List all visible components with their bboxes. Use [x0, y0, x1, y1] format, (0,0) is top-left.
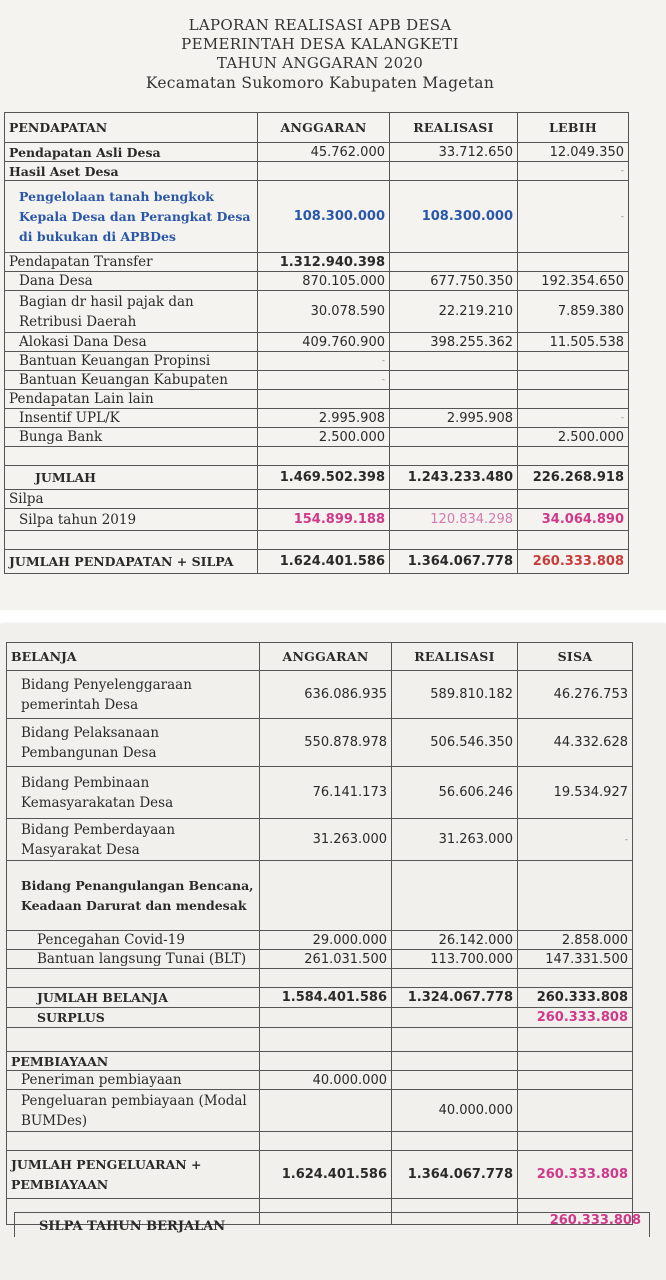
cell-anggaran: 2.500.000 — [258, 428, 390, 447]
cell-anggaran: 76.141.173 — [260, 767, 392, 819]
table-row — [5, 428, 629, 447]
spacer-cell — [390, 531, 518, 550]
cell-lebih: 226.268.918 — [518, 466, 629, 490]
cell-realisasi: 589.810.182 — [392, 671, 518, 719]
spacer-cell — [5, 447, 258, 466]
cell-realisasi — [390, 371, 518, 390]
row-label: JUMLAH — [5, 466, 258, 490]
row-label: Bantuan langsung Tunai (BLT) — [7, 950, 260, 969]
table-row — [5, 409, 629, 428]
cell-realisasi — [392, 1071, 518, 1090]
district-regency: Kecamatan Sukomoro Kabupaten Magetan — [145, 74, 495, 92]
cell-anggaran: 1.584.401.586 — [260, 988, 392, 1008]
table-row — [7, 950, 633, 969]
cell-lebih: - — [518, 181, 629, 253]
row-label: Bidang Penyelenggaraan pemerintah Desa — [7, 671, 260, 719]
row-label: Silpa tahun 2019 — [5, 509, 258, 531]
cell-lebih: 192.354.650 — [518, 272, 629, 291]
revenue-table — [4, 112, 629, 574]
header-anggaran: ANGGARAN — [260, 643, 392, 671]
silpa-berjalan-label: SILPA TAHUN BERJALAN — [39, 1219, 226, 1234]
table-row — [5, 272, 629, 291]
cell-sisa: 260.333.808 — [518, 1008, 633, 1028]
cell-anggaran: - — [258, 352, 390, 371]
cell-sisa — [518, 861, 633, 931]
row-label: Peneriman pembiayaan — [7, 1071, 260, 1090]
row-label: Bidang Pembinaan Kemasyarakatan Desa — [7, 767, 260, 819]
cell-anggaran: - — [258, 371, 390, 390]
cell-realisasi — [390, 390, 518, 409]
spacer-cell — [518, 1132, 633, 1151]
total-row — [5, 466, 629, 490]
spacer-cell — [5, 531, 258, 550]
page-gap — [0, 610, 666, 624]
cell-anggaran — [260, 861, 392, 931]
spacer-cell — [392, 969, 518, 988]
grand-total-row — [5, 550, 629, 574]
cell-realisasi — [390, 352, 518, 371]
cell-sisa: - — [518, 819, 633, 861]
cell-realisasi: 113.700.000 — [392, 950, 518, 969]
table-row — [5, 371, 629, 390]
cell-anggaran: 1.469.502.398 — [258, 466, 390, 490]
cell-anggaran — [258, 390, 390, 409]
cell-lebih: 7.859.380 — [518, 291, 629, 333]
cell-lebih: 34.064.890 — [518, 509, 629, 531]
cell-lebih: 12.049.350 — [518, 143, 629, 162]
table-row — [7, 719, 633, 767]
row-label: Alokasi Dana Desa — [5, 333, 258, 352]
header-pendapatan: PENDAPATAN — [5, 113, 258, 143]
spacer-row — [7, 1132, 633, 1151]
cell-realisasi: 1.364.067.778 — [392, 1151, 518, 1199]
table-header-row — [7, 643, 633, 671]
row-label: JUMLAH PENDAPATAN + SILPA — [5, 550, 258, 574]
table-row — [5, 253, 629, 272]
cell-anggaran — [260, 1090, 392, 1132]
table-row — [5, 333, 629, 352]
cell-realisasi: 1.324.067.778 — [392, 988, 518, 1008]
row-label: PEMBIAYAAN — [7, 1052, 260, 1071]
cell-realisasi: 26.142.000 — [392, 931, 518, 950]
table-row — [7, 1090, 633, 1132]
row-label: Pengeluaran pembiayaan (Modal BUMDes) — [7, 1090, 260, 1132]
cell-realisasi — [392, 1008, 518, 1028]
cell-anggaran: 45.762.000 — [258, 143, 390, 162]
table-row — [7, 861, 633, 931]
row-label: Bantuan Keuangan Kabupaten — [5, 371, 258, 390]
cell-sisa — [518, 1071, 633, 1090]
spacer-cell — [7, 969, 260, 988]
cell-anggaran: 1.624.401.586 — [260, 1151, 392, 1199]
cell-anggaran: 636.086.935 — [260, 671, 392, 719]
header-anggaran: ANGGARAN — [258, 113, 390, 143]
spacer-cell — [518, 447, 629, 466]
row-label: Bidang Pemberdayaan Masyarakat Desa — [7, 819, 260, 861]
row-label: Bagian dr hasil pajak dan Retribusi Daerah — [5, 291, 258, 333]
table-row — [5, 352, 629, 371]
spacer-row — [5, 531, 629, 550]
spacer-cell — [260, 1132, 392, 1151]
cell-anggaran: 550.878.978 — [260, 719, 392, 767]
row-label: Dana Desa — [5, 272, 258, 291]
header-realisasi: REALISASI — [390, 113, 518, 143]
cell-lebih: 2.500.000 — [518, 428, 629, 447]
row-label: Pencegahan Covid-19 — [7, 931, 260, 950]
cell-anggaran — [258, 162, 390, 181]
cell-realisasi — [390, 490, 518, 509]
spacer-cell — [258, 447, 390, 466]
cell-lebih: - — [518, 409, 629, 428]
cell-realisasi: 56.606.246 — [392, 767, 518, 819]
cell-realisasi — [392, 861, 518, 931]
cell-anggaran — [258, 490, 390, 509]
cell-anggaran: 40.000.000 — [260, 1071, 392, 1090]
row-label: JUMLAH PENGELUARAN + PEMBIAYAAN — [7, 1151, 260, 1199]
table-row — [7, 931, 633, 950]
cell-realisasi — [390, 162, 518, 181]
cell-realisasi: 33.712.650 — [390, 143, 518, 162]
table-row — [7, 819, 633, 861]
spacer-row — [5, 447, 629, 466]
header-sisa: SISA — [518, 643, 633, 671]
header-lebih: LEBIH — [518, 113, 629, 143]
spacer-cell — [392, 1028, 518, 1052]
spacer-cell — [390, 447, 518, 466]
spacer-cell — [392, 1132, 518, 1151]
cell-sisa: 19.534.927 — [518, 767, 633, 819]
cell-sisa: 46.276.753 — [518, 671, 633, 719]
table-row — [7, 1052, 633, 1071]
cell-sisa: 260.333.808 — [518, 1151, 633, 1199]
cell-sisa: 2.858.000 — [518, 931, 633, 950]
cell-anggaran: 2.995.908 — [258, 409, 390, 428]
table-row — [5, 181, 629, 253]
spacer-cell — [260, 1028, 392, 1052]
spacer-cell — [260, 969, 392, 988]
spacer-cell — [258, 531, 390, 550]
cell-anggaran: 409.760.900 — [258, 333, 390, 352]
spacer-row — [7, 1028, 633, 1052]
expenditure-table — [6, 642, 633, 1225]
table-row — [7, 767, 633, 819]
report-title: LAPORAN REALISASI APB DESA — [188, 16, 452, 34]
header-belanja: BELANJA — [7, 643, 260, 671]
cell-anggaran: 30.078.590 — [258, 291, 390, 333]
expenditure-page — [0, 624, 666, 1280]
cell-lebih — [518, 371, 629, 390]
table-row — [5, 390, 629, 409]
cell-realisasi: 2.995.908 — [390, 409, 518, 428]
table-row — [5, 162, 629, 181]
spacer-row — [7, 969, 633, 988]
cell-realisasi — [392, 1052, 518, 1071]
row-label: Insentif UPL/K — [5, 409, 258, 428]
cell-lebih — [518, 253, 629, 272]
row-label: Pendapatan Lain lain — [5, 390, 258, 409]
row-label: Pengelolaan tanah bengkok Kepala Desa dan Perangkat Desa di bukukan di APBDes — [5, 181, 258, 253]
table-row — [5, 143, 629, 162]
row-label: Bidang Pelaksanaan Pembangunan Desa — [7, 719, 260, 767]
cell-anggaran: 1.624.401.586 — [258, 550, 390, 574]
cell-anggaran: 870.105.000 — [258, 272, 390, 291]
table-row — [7, 671, 633, 719]
table-row — [5, 291, 629, 333]
cell-realisasi: 1.243.233.480 — [390, 466, 518, 490]
spacer-cell — [518, 1028, 633, 1052]
cell-realisasi: 108.300.000 — [390, 181, 518, 253]
village-government: PEMERINTAH DESA KALANGKETI — [181, 35, 459, 53]
spacer-cell — [7, 1132, 260, 1151]
cell-realisasi: 40.000.000 — [392, 1090, 518, 1132]
total-row — [7, 988, 633, 1008]
cell-lebih — [518, 490, 629, 509]
table-row — [7, 1071, 633, 1090]
cell-realisasi: 677.750.350 — [390, 272, 518, 291]
cell-anggaran: 29.000.000 — [260, 931, 392, 950]
header-realisasi: REALISASI — [392, 643, 518, 671]
cell-realisasi — [390, 253, 518, 272]
budget-year: TAHUN ANGGARAN 2020 — [216, 54, 424, 72]
table-header-row — [5, 113, 629, 143]
grand-total-row — [7, 1151, 633, 1199]
cell-lebih — [518, 390, 629, 409]
cell-anggaran: 154.899.188 — [258, 509, 390, 531]
cell-realisasi — [390, 428, 518, 447]
cell-anggaran: 1.312.940.398 — [258, 253, 390, 272]
row-label: Pendapatan Transfer — [5, 253, 258, 272]
cell-sisa — [518, 1090, 633, 1132]
row-label: Hasil Aset Desa — [5, 162, 258, 181]
cell-lebih: - — [518, 162, 629, 181]
cell-realisasi: 120.834.298 — [390, 509, 518, 531]
cell-anggaran: 261.031.500 — [260, 950, 392, 969]
row-label: SURPLUS — [7, 1008, 260, 1028]
silpa-berjalan-value: 260.333.808 — [549, 1213, 641, 1228]
spacer-cell — [518, 969, 633, 988]
row-label: Bunga Bank — [5, 428, 258, 447]
spacer-cell — [7, 1028, 260, 1052]
silpa-berjalan-box — [14, 1212, 650, 1237]
cell-realisasi: 1.364.067.778 — [390, 550, 518, 574]
cell-realisasi: 31.263.000 — [392, 819, 518, 861]
cell-sisa — [518, 1052, 633, 1071]
cell-lebih — [518, 352, 629, 371]
surplus-row — [7, 1008, 633, 1028]
cell-realisasi: 506.546.350 — [392, 719, 518, 767]
revenue-page — [0, 0, 666, 610]
row-label: Pendapatan Asli Desa — [5, 143, 258, 162]
cell-lebih: 11.505.538 — [518, 333, 629, 352]
row-label: Silpa — [5, 490, 258, 509]
cell-anggaran: 108.300.000 — [258, 181, 390, 253]
table-row — [5, 509, 629, 531]
cell-anggaran — [260, 1052, 392, 1071]
cell-lebih: 260.333.808 — [518, 550, 629, 574]
row-label: Bidang Penangulangan Bencana, Keadaan Darurat dan mendesak — [7, 861, 260, 931]
spacer-cell — [518, 531, 629, 550]
cell-sisa: 260.333.808 — [518, 988, 633, 1008]
table-row — [5, 490, 629, 509]
cell-realisasi: 398.255.362 — [390, 333, 518, 352]
row-label: Bantuan Keuangan Propinsi — [5, 352, 258, 371]
cell-realisasi: 22.219.210 — [390, 291, 518, 333]
row-label: JUMLAH BELANJA — [7, 988, 260, 1008]
cell-sisa: 44.332.628 — [518, 719, 633, 767]
cell-anggaran — [260, 1008, 392, 1028]
cell-anggaran: 31.263.000 — [260, 819, 392, 861]
cell-sisa: 147.331.500 — [518, 950, 633, 969]
